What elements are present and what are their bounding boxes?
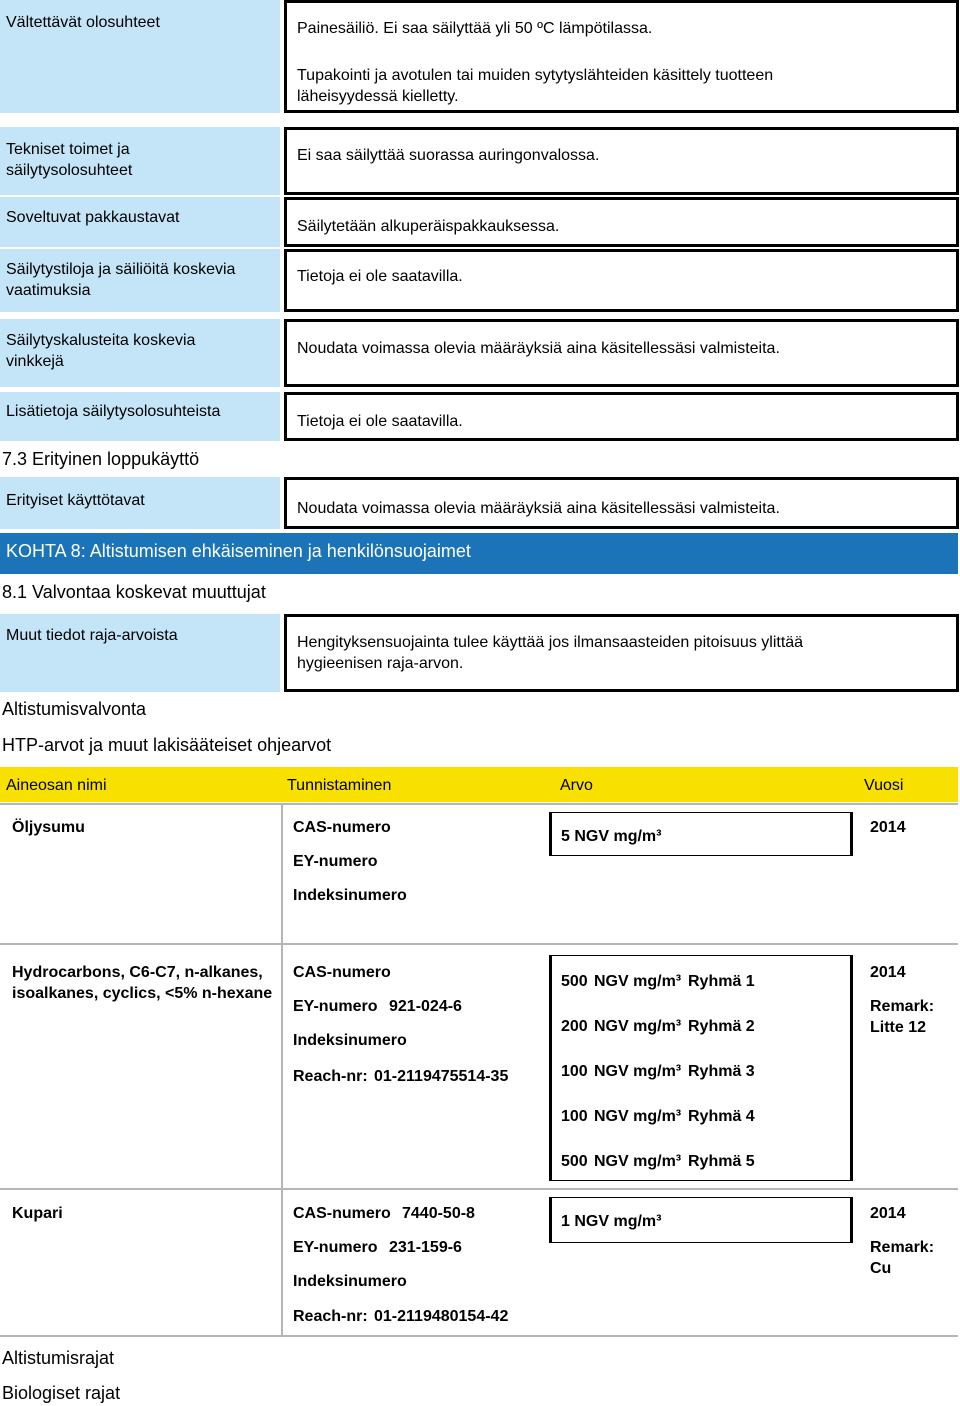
- heading-htp: HTP-arvot ja muut lakisääteiset ohjearvot: [2, 735, 332, 755]
- year-value: 2014: [870, 819, 906, 836]
- limit-group: Ryhmä 4: [688, 1108, 755, 1125]
- value-line: Tietoja ei ole saatavilla.: [297, 268, 463, 285]
- id-label: Reach-nr:: [293, 1068, 368, 1085]
- limit-amount: 100: [561, 1063, 588, 1080]
- remark-value: Cu: [870, 1260, 892, 1277]
- label-limit-info: [0, 614, 280, 692]
- id-label: EY-numero: [293, 1239, 378, 1256]
- label-text: Tekniset toimet ja säilytysolosuhteet: [6, 141, 133, 179]
- limit-group: Ryhmä 3: [688, 1063, 755, 1080]
- limit-unit: NGV mg/m³: [594, 1153, 682, 1170]
- value-line: läheisyydessä kielletty.: [297, 88, 459, 105]
- id-number: 7440-50-8: [402, 1205, 475, 1222]
- id-label: CAS-numero: [293, 964, 391, 981]
- value-line: Tupakointi ja avotulen tai muiden sytytyslähteiden käsittely tuotteen: [297, 67, 774, 84]
- heading-7-3: 7.3 Erityinen loppukäyttö: [2, 449, 200, 469]
- label-text: Vältettävät olosuhteet: [6, 14, 160, 31]
- label-avoid-conditions: [0, 0, 280, 113]
- th-value: Arvo: [560, 777, 593, 794]
- th-name: Aineosan nimi: [6, 777, 107, 794]
- id-number: 231-159-6: [389, 1239, 462, 1256]
- label-text: Säilytystiloja ja säiliöitä koskevia vaatimuksia: [6, 261, 236, 299]
- label-storage-tips: [0, 319, 280, 387]
- limit-amount: 500: [561, 1153, 588, 1170]
- substance-name: Öljysumu: [12, 819, 85, 836]
- value-packaging: [284, 197, 959, 247]
- limit-amount: 100: [561, 1108, 588, 1125]
- grid-line: [0, 1335, 958, 1337]
- value-special-uses: [284, 477, 959, 529]
- id-label: EY-numero: [293, 853, 378, 870]
- value-box: [549, 955, 853, 1181]
- label-text: Muut tiedot raja-arvoista: [6, 627, 178, 644]
- th-identification: Tunnistaminen: [287, 777, 392, 794]
- remark-label: Remark:: [870, 1239, 935, 1256]
- value-line: Painesäiliö. Ei saa säilyttää yli 50 ºC lämpötilassa.: [297, 20, 653, 37]
- limit-unit: NGV mg/m³: [594, 1063, 682, 1080]
- label-text: Soveltuvat pakkaustavat: [6, 209, 180, 226]
- id-number: 921-024-6: [389, 998, 462, 1015]
- value-line: Hengityksensuojainta tulee käyttää jos ilmansaasteiden pitoisuus ylittää: [297, 634, 804, 651]
- value-box: [549, 1197, 853, 1243]
- year-value: 2014: [870, 964, 906, 981]
- value-additional-info: [284, 392, 959, 441]
- grid-line: [0, 1188, 958, 1190]
- value-line: Noudata voimassa olevia määräyksiä aina käsitellessäsi valmisteita.: [297, 340, 780, 357]
- substance-name: isoalkanes, cyclics, <5% n-hexane: [12, 985, 273, 1002]
- id-label: Indeksinumero: [293, 1032, 407, 1049]
- label-additional-info: [0, 392, 280, 441]
- limit-unit: NGV mg/m³: [594, 1108, 682, 1125]
- table-header: [0, 767, 958, 802]
- heading-exposure-control: Altistumisvalvonta: [2, 699, 147, 719]
- heading-8-1: 8.1 Valvontaa koskevat muuttujat: [2, 582, 266, 602]
- limit-value: 5 NGV mg/m³: [561, 828, 662, 845]
- limit-amount: 200: [561, 1018, 588, 1035]
- limit-unit: NGV mg/m³: [594, 973, 682, 990]
- limit-group: Ryhmä 2: [688, 1018, 755, 1035]
- remark-value: Litte 12: [870, 1019, 927, 1036]
- value-storage-tips: [284, 319, 959, 387]
- section-8-title: KOHTA 8: Altistumisen ehkäiseminen ja henkilönsuojaimet: [0, 533, 958, 574]
- year-value: 2014: [870, 1205, 906, 1222]
- label-text: Lisätietoja säilytysolosuhteista: [6, 403, 221, 420]
- substance-name: Kupari: [12, 1205, 63, 1222]
- label-technical-measures: [0, 127, 280, 195]
- id-label: Reach-nr:: [293, 1308, 368, 1325]
- heading-biological-limits: Biologiset rajat: [2, 1383, 121, 1403]
- id-label: Indeksinumero: [293, 887, 407, 904]
- remark-label: Remark:: [870, 998, 935, 1015]
- value-line: Ei saa säilyttää suorassa auringonvalossa.: [297, 147, 600, 164]
- limit-group: Ryhmä 5: [688, 1153, 755, 1170]
- label-storage-requirements: [0, 249, 280, 312]
- limit-unit: NGV mg/m³: [594, 1018, 682, 1035]
- limit-group: Ryhmä 1: [688, 973, 755, 990]
- grid-line: [0, 943, 958, 945]
- id-number: 01-2119480154-42: [374, 1308, 509, 1325]
- limit-value: 1 NGV mg/m³: [561, 1213, 662, 1230]
- value-limit-info: [284, 614, 959, 692]
- id-number: 01-2119475514-35: [374, 1068, 509, 1085]
- value-storage-requirements: [284, 249, 959, 312]
- limit-amount: 500: [561, 973, 588, 990]
- heading-exposure-limits: Altistumisrajat: [2, 1348, 115, 1368]
- label-text: Erityiset käyttötavat: [6, 492, 145, 509]
- id-label: Indeksinumero: [293, 1273, 407, 1290]
- value-box: [549, 812, 853, 856]
- grid-line: [281, 805, 283, 1335]
- id-label: CAS-numero: [293, 819, 391, 836]
- value-line: Noudata voimassa olevia määräyksiä aina käsitellessäsi valmisteita.: [297, 500, 780, 517]
- value-technical-measures: [284, 127, 959, 195]
- label-special-uses: [0, 477, 280, 529]
- value-avoid-conditions: [284, 0, 959, 113]
- grid-line: [0, 803, 958, 805]
- value-line: Tietoja ei ole saatavilla.: [297, 413, 463, 430]
- id-label: CAS-numero: [293, 1205, 391, 1222]
- id-label: EY-numero: [293, 998, 378, 1015]
- substance-name: Hydrocarbons, C6-C7, n-alkanes,: [12, 964, 263, 981]
- label-text: Säilytyskalusteita koskevia vinkkejä: [6, 332, 196, 370]
- label-packaging: [0, 197, 280, 247]
- th-year: Vuosi: [864, 777, 904, 794]
- value-line: Säilytetään alkuperäispakkauksessa.: [297, 218, 560, 235]
- value-line: hygieenisen raja-arvon.: [297, 655, 464, 672]
